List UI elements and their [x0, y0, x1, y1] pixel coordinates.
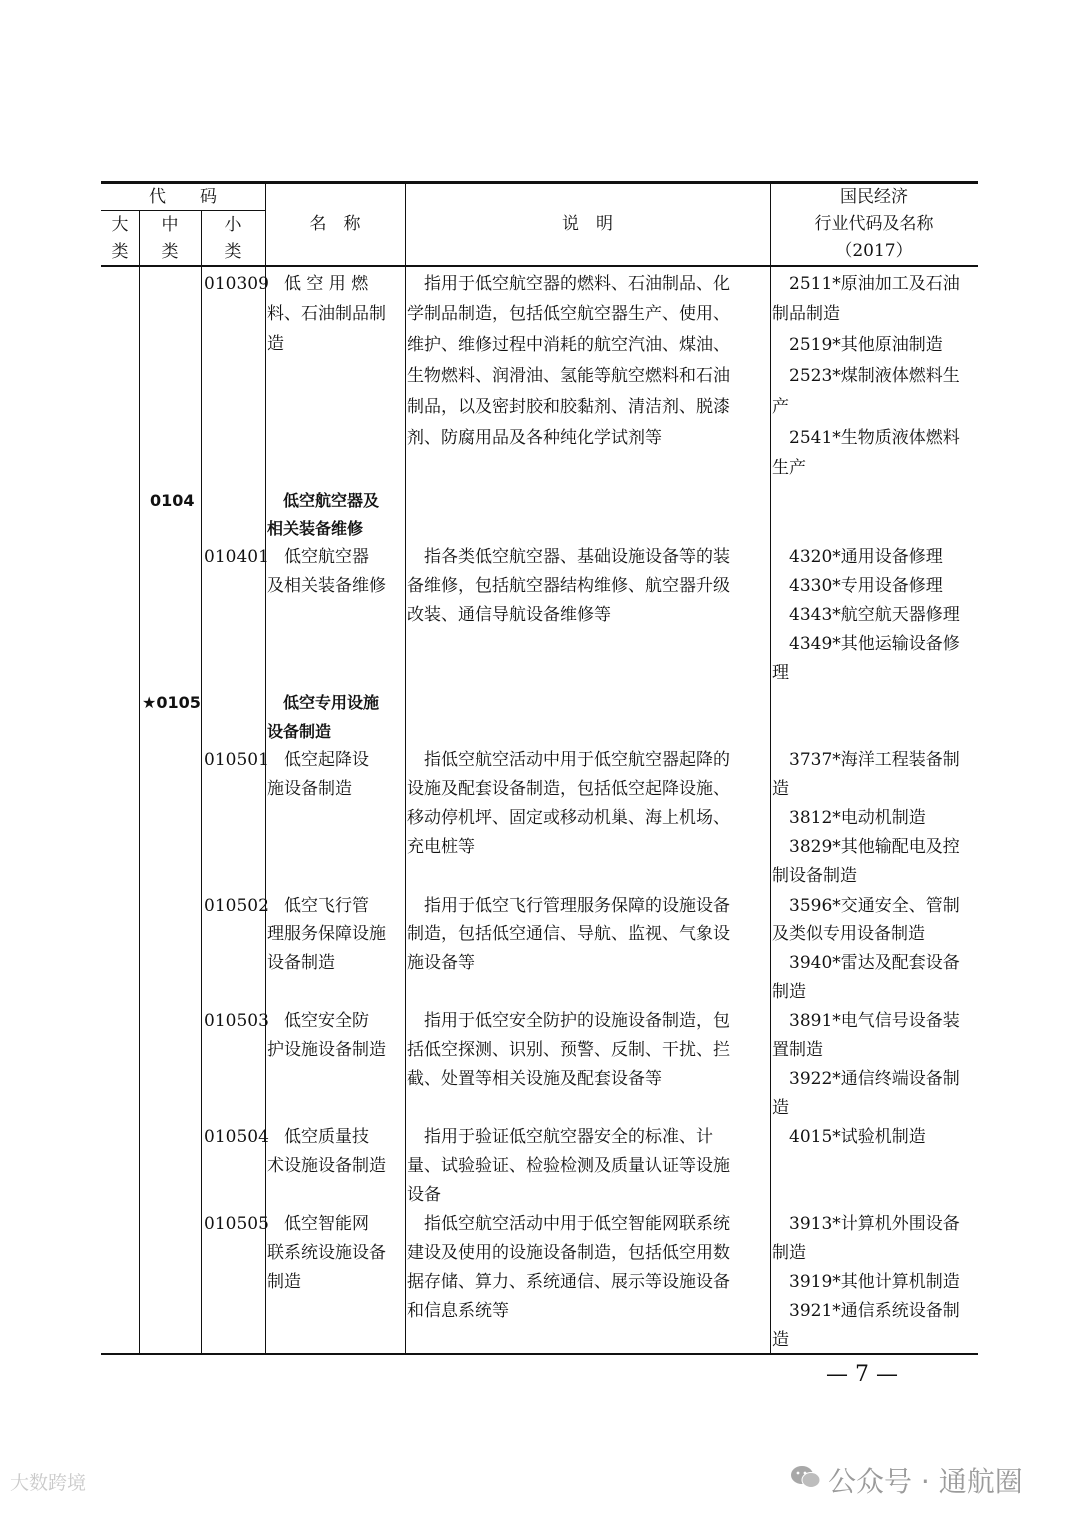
- row-desc-line: 指用于低空航空器的燃料、石油制品、化: [407, 274, 730, 294]
- row-desc-line: 移动停机坪、固定或移动机巢、海上机场、: [407, 808, 730, 828]
- row-econ-line: 2519*其他原油制造: [772, 335, 943, 355]
- col-divider-1: [139, 210, 140, 1354]
- row-econ-line: 4330*专用设备修理: [772, 576, 943, 596]
- row-desc-line: 生物燃料、润滑油、氢能等航空燃料和石油: [407, 366, 730, 386]
- row-desc-line: 制造，包括低空通信、导航、监视、气象设: [407, 924, 730, 944]
- row-econ-line: 3891*电气信号设备装: [772, 1011, 960, 1031]
- row-econ-line: 造: [772, 1330, 789, 1350]
- row-desc-line: 据存储、算力、系统通信、展示等设施设备: [407, 1272, 730, 1292]
- row-name-line: 低空智能网: [267, 1214, 369, 1234]
- header-name: 名 称: [309, 214, 361, 234]
- row-econ-line: 理: [772, 663, 789, 683]
- minor-code: 010503: [204, 1011, 269, 1031]
- row-econ-line: 3812*电动机制造: [772, 808, 926, 828]
- row-desc-line: 备维修，包括航空器结构维修、航空器升级: [407, 576, 730, 596]
- watermark-right: 公众号 · 通航圈: [828, 1465, 1023, 1498]
- group-name-line: 低空专用设施: [267, 693, 380, 712]
- row-name-line: 设备制造: [267, 953, 335, 973]
- header-mid-1: 中: [161, 215, 179, 235]
- row-econ-line: 4015*试验机制造: [772, 1127, 926, 1147]
- col-divider-4: [405, 181, 406, 1354]
- col-divider-5: [770, 181, 771, 1354]
- row-name-line: 联系统设施设备: [267, 1243, 386, 1263]
- mid-code-starred: ★0105: [142, 693, 201, 712]
- row-desc-line: 设备: [407, 1185, 441, 1205]
- mid-code: 0104: [150, 491, 195, 510]
- row-desc-line: 量、试验验证、检验检测及质量认证等设施: [407, 1156, 730, 1176]
- row-name-line: 低空起降设: [267, 750, 369, 770]
- row-econ-line: 3913*计算机外围设备: [772, 1214, 960, 1234]
- header-major-2: 类: [111, 242, 129, 262]
- row-econ-line: 4349*其他运输设备修: [772, 634, 960, 654]
- row-econ-line: 生产: [772, 458, 806, 478]
- row-name-line: 低空安全防: [267, 1011, 369, 1031]
- minor-code: 010401: [204, 547, 269, 567]
- row-desc-line: 括低空探测、识别、预警、反制、干扰、拦: [407, 1040, 730, 1060]
- row-desc-line: 学制品制造，包括低空航空器生产、使用、: [407, 304, 730, 324]
- row-econ-line: 3922*通信终端设备制: [772, 1069, 960, 1089]
- row-econ-line: 4320*通用设备修理: [772, 547, 943, 567]
- table-bottom-rule: [101, 1353, 978, 1355]
- row-econ-line: 制设备制造: [772, 866, 857, 886]
- row-name-line: 低空飞行管: [267, 896, 369, 916]
- row-name-line: 低空航空器: [267, 547, 369, 567]
- row-name-line: 低 空 用 燃: [267, 274, 369, 294]
- header-code: 代 码: [149, 187, 217, 207]
- header-econ-1: 国民经济: [840, 187, 908, 207]
- row-econ-line: 产: [772, 397, 789, 417]
- row-econ-line: 3919*其他计算机制造: [772, 1272, 960, 1292]
- row-name-line: 制造: [267, 1272, 301, 1292]
- row-econ-line: 造: [772, 1098, 789, 1118]
- row-econ-line: 4343*航空航天器修理: [772, 605, 960, 625]
- minor-code: 010501: [204, 750, 269, 770]
- watermark-left: 大数跨境: [10, 1472, 87, 1494]
- group-name-line: 低空航空器及: [267, 491, 380, 510]
- row-econ-line: 2511*原油加工及石油: [772, 274, 960, 294]
- row-desc-line: 指低空航空活动中用于低空智能网联系统: [407, 1214, 730, 1234]
- header-econ-3: （2017）: [835, 241, 913, 261]
- header-minor-2: 类: [224, 242, 242, 262]
- row-econ-line: 3940*雷达及配套设备: [772, 953, 960, 973]
- row-name-line: 理服务保障设施: [267, 924, 386, 944]
- group-name-line: 相关装备维修: [267, 519, 364, 538]
- row-desc-line: 截、处置等相关设施及配套设备等: [407, 1069, 662, 1089]
- row-name-line: 及相关装备维修: [267, 576, 386, 596]
- row-econ-line: 2523*煤制液体燃料生: [772, 366, 960, 386]
- row-name-line: 护设施设备制造: [267, 1040, 386, 1060]
- row-econ-line: 3829*其他输配电及控: [772, 837, 960, 857]
- row-econ-line: 及类似专用设备制造: [772, 924, 925, 944]
- row-econ-line: 3596*交通安全、管制: [772, 896, 960, 916]
- row-econ-line: 制品制造: [772, 304, 840, 324]
- row-desc-line: 剂、防腐用品及各种纯化学试剂等: [407, 428, 662, 448]
- row-econ-line: 造: [772, 779, 789, 799]
- header-mid-2: 类: [161, 242, 179, 262]
- row-econ-line: 3921*通信系统设备制: [772, 1301, 960, 1321]
- minor-code: 010505: [204, 1214, 269, 1234]
- row-econ-line: 置制造: [772, 1040, 823, 1060]
- row-desc-line: 充电桩等: [407, 837, 475, 857]
- minor-code: 010309: [204, 274, 269, 294]
- group-name-line: 设备制造: [267, 722, 332, 741]
- row-name-line: 术设施设备制造: [267, 1156, 386, 1176]
- row-name-line: 低空质量技: [267, 1127, 369, 1147]
- row-desc-line: 指各类低空航空器、基础设施设备等的装: [407, 547, 730, 567]
- row-econ-line: 制造: [772, 982, 806, 1002]
- row-desc-line: 施设备等: [407, 953, 475, 973]
- row-desc-line: 设施及配套设备制造，包括低空起降设施、: [407, 779, 730, 799]
- row-desc-line: 和信息系统等: [407, 1301, 509, 1321]
- row-desc-line: 指用于验证低空航空器安全的标准、计: [407, 1127, 713, 1147]
- col-divider-2: [201, 210, 202, 1354]
- header-minor-1: 小: [224, 215, 242, 235]
- row-desc-line: 指低空航空活动中用于低空航空器起降的: [407, 750, 730, 770]
- header-major-1: 大: [111, 215, 129, 235]
- wechat-icon: [790, 1464, 822, 1490]
- row-desc-line: 维护、维修过程中消耗的航空汽油、煤油、: [407, 335, 730, 355]
- row-name-line: 施设备制造: [267, 779, 352, 799]
- row-econ-line: 2541*生物质液体燃料: [772, 428, 960, 448]
- header-econ-2: 行业代码及名称: [814, 214, 934, 234]
- page-number: — 7 —: [826, 1362, 898, 1387]
- row-desc-line: 指用于低空飞行管理服务保障的设施设备: [407, 896, 730, 916]
- row-desc-line: 指用于低空安全防护的设施设备制造，包: [407, 1011, 730, 1031]
- row-desc-line: 制品，以及密封胶和胶黏剂、清洁剂、脱漆: [407, 397, 730, 417]
- minor-code: 010504: [204, 1127, 269, 1147]
- row-name-line: 料、石油制品制: [267, 304, 386, 324]
- row-econ-line: 3737*海洋工程装备制: [772, 750, 960, 770]
- header-desc: 说 明: [562, 214, 613, 234]
- row-desc-line: 建设及使用的设施设备制造，包括低空用数: [407, 1243, 730, 1263]
- minor-code: 010502: [204, 896, 269, 916]
- row-desc-line: 改装、通信导航设备维修等: [407, 605, 611, 625]
- row-name-line: 造: [267, 334, 284, 354]
- row-econ-line: 制造: [772, 1243, 806, 1263]
